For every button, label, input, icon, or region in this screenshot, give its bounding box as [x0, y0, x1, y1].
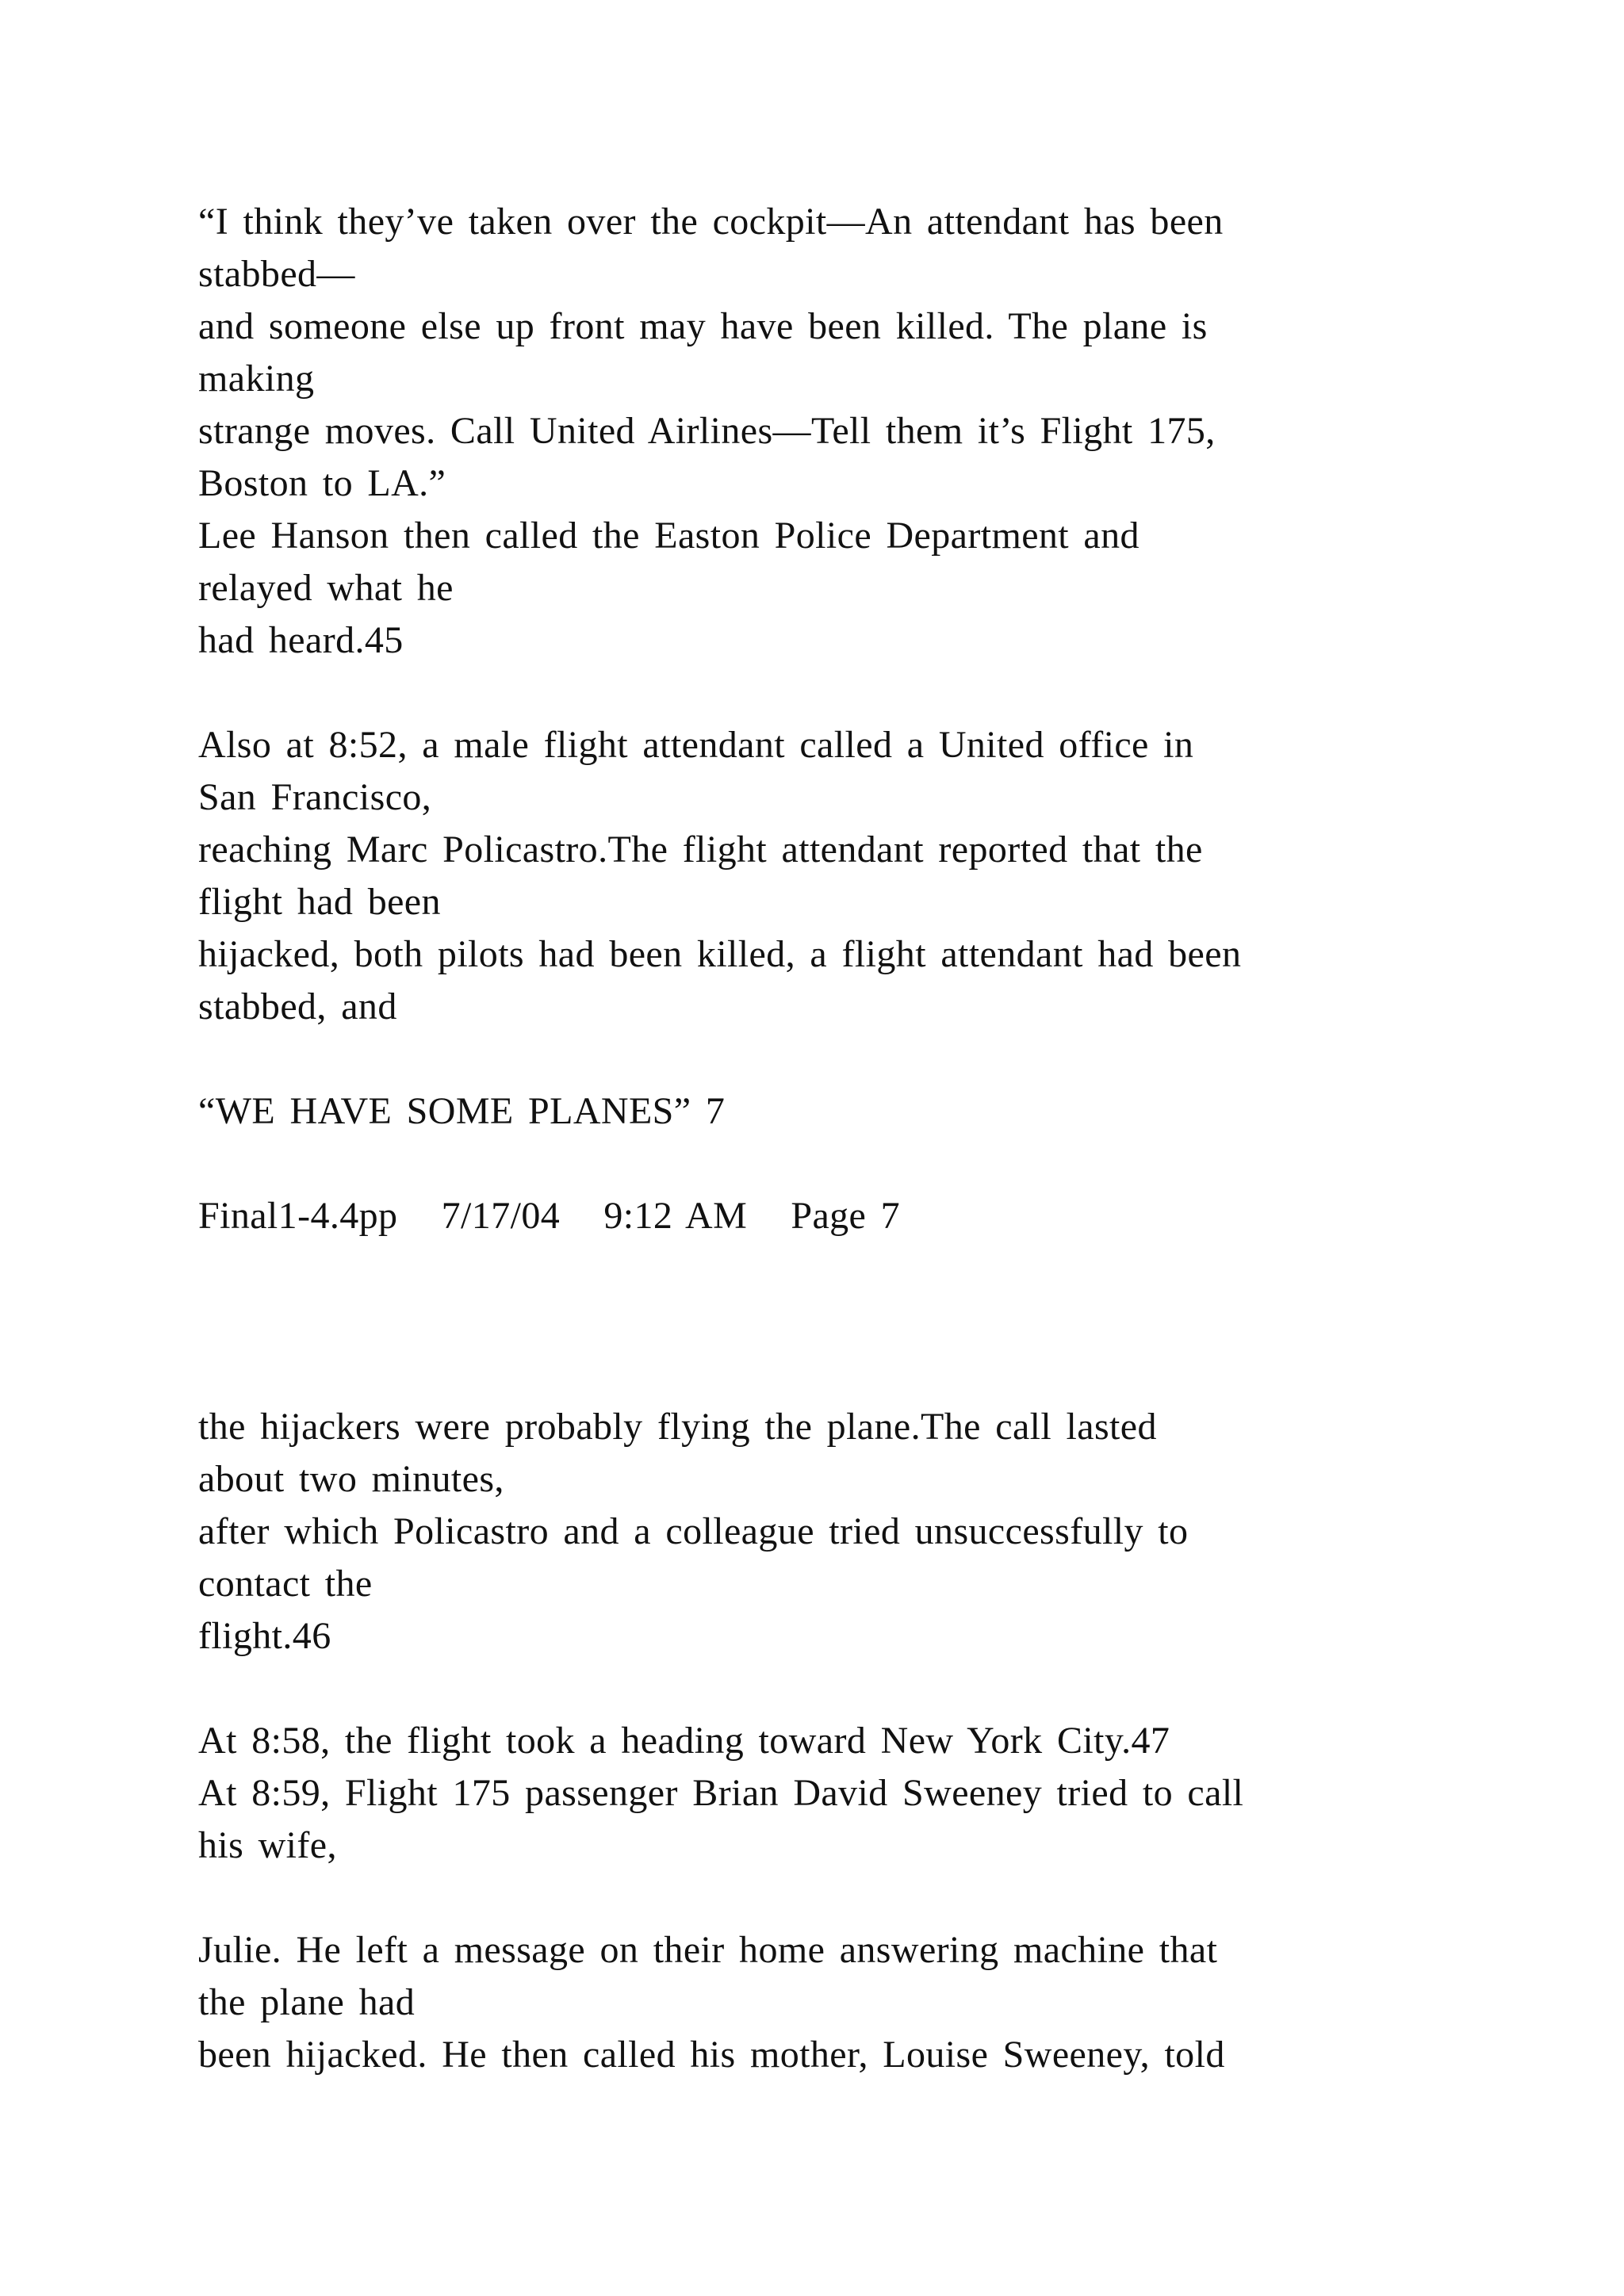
text-line: reaching Marc Policastro.The flight attendant reported that the — [198, 828, 1203, 871]
text-line: stabbed— — [198, 253, 355, 295]
text-line: Lee Hanson then called the Easton Police Department and — [198, 515, 1139, 557]
text-line: making — [198, 358, 315, 400]
text-line: the hijackers were probably flying the plane.The call lasted — [198, 1406, 1157, 1448]
text-line: strange moves. Call United Airlines—Tell them it’s Flight 175, — [198, 410, 1216, 452]
text-line: stabbed, and — [198, 985, 397, 1027]
text-line: relayed what he — [198, 567, 454, 609]
text-line: Boston to LA.” — [198, 462, 446, 504]
text-line: the plane had — [198, 1981, 416, 2023]
text-line: and someone else up front may have been killed. The plane is — [198, 305, 1208, 347]
text-line: contact the — [198, 1563, 373, 1605]
text-line: Also at 8:52, a male flight attendant called a United office in — [198, 724, 1194, 766]
print-slug: Final1-4.4pp 7/17/04 9:12 AM Page 7 — [198, 1195, 901, 1237]
text-line: his wife, — [198, 1824, 337, 1866]
text-line: had heard.45 — [198, 619, 404, 661]
text-line: hijacked, both pilots had been killed, a flight attendant had been — [198, 933, 1242, 975]
running-footer: “WE HAVE SOME PLANES” 7 — [198, 1090, 726, 1132]
text-line: At 8:59, Flight 175 passenger Brian David Sweeney tried to call — [198, 1772, 1244, 1814]
text-line: Julie. He left a message on their home answering machine that — [198, 1929, 1218, 1971]
text-line: flight.46 — [198, 1615, 331, 1657]
text-line: San Francisco, — [198, 776, 432, 818]
text-line: been hijacked. He then called his mother, Louise Sweeney, told — [198, 2034, 1225, 2076]
text-line: At 8:58, the flight took a heading toward New York City.47 — [198, 1720, 1170, 1762]
text-line: about two minutes, — [198, 1458, 504, 1500]
text-line: after which Policastro and a colleague tried unsuccessfully to — [198, 1510, 1189, 1552]
text-line: flight had been — [198, 881, 441, 923]
text-line: “I think they’ve taken over the cockpit—An attendant has been — [198, 201, 1224, 243]
